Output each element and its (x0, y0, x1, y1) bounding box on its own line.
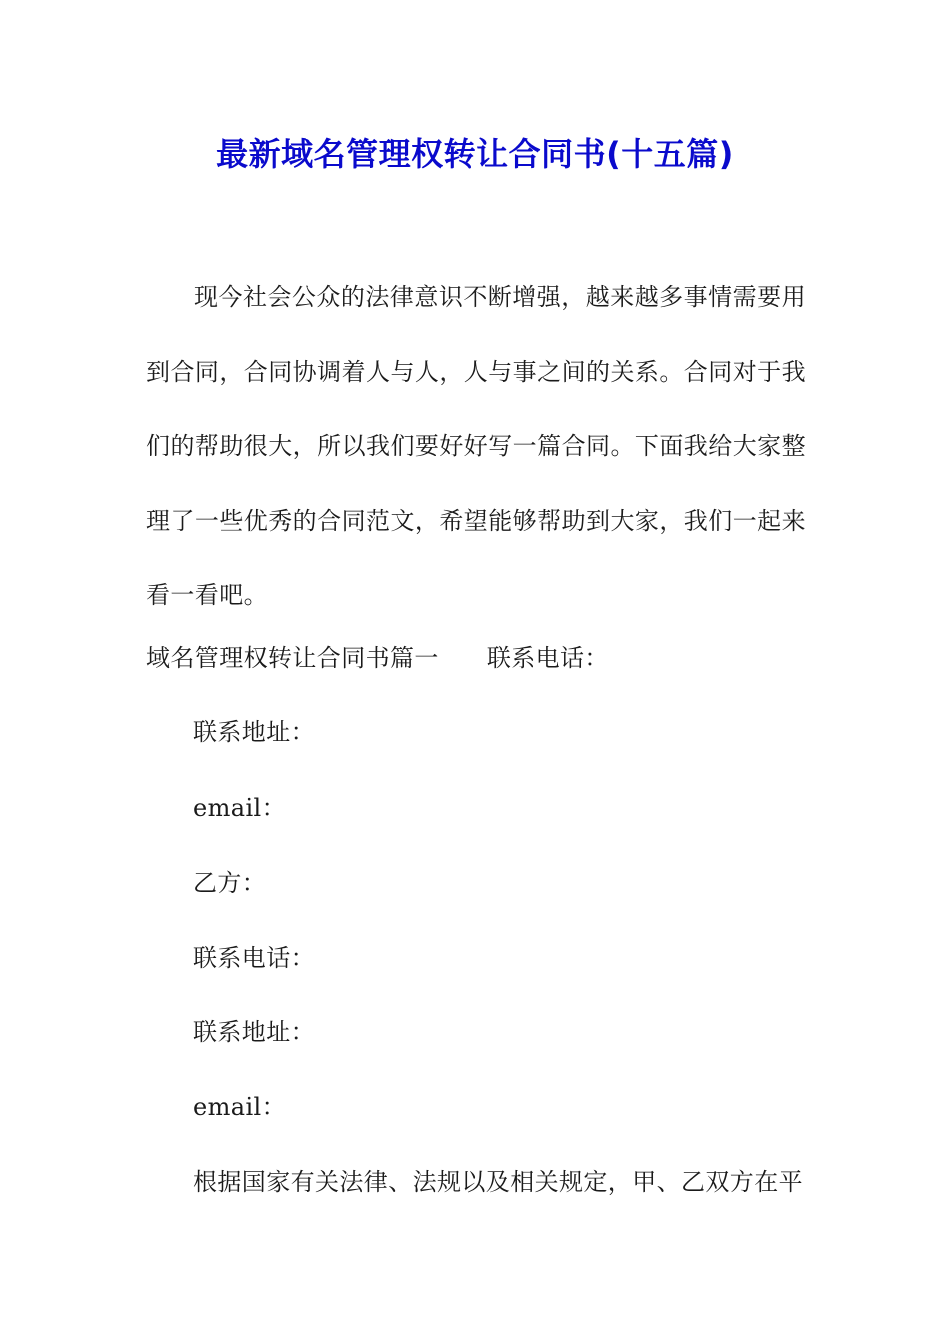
field-party-b: 乙方： (193, 869, 267, 897)
field-email: email： (193, 794, 287, 822)
section-heading-line (146, 638, 609, 678)
closing-paragraph: 根据国家有关法律、法规以及相关规定，甲、乙双方在平 (193, 1168, 803, 1196)
section-heading: 域名管理权转让合同书篇一 (146, 644, 439, 672)
intro-paragraph: 现今社会公众的法律意识不断增强，越来越多事情需要用到合同，合同协调着人与人，人与事之间的关系。合同对于我们的帮助很大，所以我们要好好写一篇合同。下面我给大家整理了一些优秀的合同范文，希望能够帮助到大家，我们一起来看一看吧。 (146, 283, 806, 609)
field-address-2: 联系地址： (193, 1018, 315, 1046)
field-phone: 联系电话： (193, 944, 315, 972)
section-phone-label: 联系电话： (486, 644, 609, 672)
field-address: 联系地址： (193, 718, 315, 746)
field-email-2: email： (193, 1093, 287, 1121)
document-title: 最新域名管理权转让合同书(十五篇) (216, 135, 734, 173)
